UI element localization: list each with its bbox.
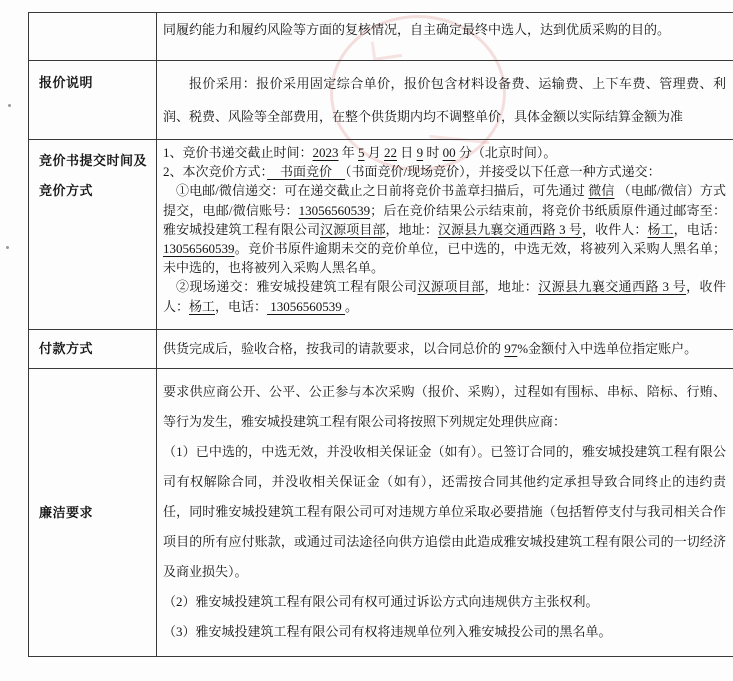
paragraph: [163, 162, 726, 181]
scan-speckle: [6, 246, 9, 249]
row-label-bid-submission: 竞价书提交时间及竞价方式: [29, 140, 157, 330]
underlined-value: 汉源项目部: [320, 221, 386, 237]
paragraph: [163, 377, 726, 437]
text-segment: 供货完成后，验收合格，按我司的请款要求，以合同总价的: [163, 341, 505, 356]
paragraph: [163, 277, 726, 315]
text-segment: 分（北京时间）。: [455, 145, 557, 160]
text-segment: ②现场递交：雅安城投建筑工程有限公司: [176, 279, 418, 295]
underlined-value: 2023: [312, 145, 339, 160]
row-label-quote-note: 报价说明: [29, 61, 157, 140]
procurement-terms-table: [28, 12, 733, 657]
paragraph: [163, 143, 726, 162]
text-segment: 年: [338, 145, 359, 160]
text-segment: 2、本次竞价方式：: [163, 164, 268, 180]
underlined-value: 13056560539: [267, 298, 346, 314]
text-segment: （3）雅安城投建筑工程有限公司有权将违规单位列入雅安城投公司的黑名单。: [163, 624, 612, 639]
row-label-payment-method: 付款方式: [29, 330, 157, 369]
text-segment: 时: [423, 145, 443, 160]
paragraph: [163, 181, 726, 277]
table-row: [29, 369, 733, 657]
text-segment: （书面竞价/现场竞价），并接受以下任意一种方式递交：: [345, 164, 661, 180]
row-content-bid-submission: [157, 140, 733, 330]
underlined-value: 9: [416, 145, 424, 160]
row-label-integrity: 廉洁要求: [29, 369, 157, 657]
text-segment: （1）已中选的，中选无效，并没收相关保证金（如有）。已签订合同的，雅安城投建筑工程有限公司有权解除合同，并没收相关保证金（如有），还需按合同其他约定承担导致合同终止的违约责任，同时雅安城投建筑工程有限公司可对违规方单位采取必要措施（包括暂停支付与我司相关合作项目的所有应付账款，或通过司法途径向供方追偿由此造成雅安城投建筑工程有限公司的一切经济及商业损失）。: [163, 444, 726, 579]
paragraph: [163, 339, 726, 359]
text-segment: 。: [345, 298, 359, 314]
text-segment: 报价采用：报价采用固定综合单价，报价包含材料设备费、运输费、上下车费、管理费、利润、税费、风险等全部费用，在整个供货期内均不调整单价，具体金额以实际结算金额为准: [163, 76, 726, 124]
table-row: [29, 13, 733, 61]
text-segment: ①电邮/微信递交：可在递交截止之日前将竞价书盖章扫描后，可先通过: [176, 183, 589, 199]
text-segment: ，收件人：: [582, 221, 648, 237]
paragraph: [163, 437, 726, 587]
text-segment: 日: [397, 145, 417, 160]
row-content-integrity: [157, 369, 733, 657]
text-segment: 同履约能力和履约风险等方面的复核情况，自主确定最终中选人，达到优质采购的目的。: [163, 22, 671, 37]
paragraph: [163, 67, 726, 133]
row-content-quote-note: [157, 61, 733, 140]
underlined-value: 00: [442, 145, 456, 160]
text-segment: %金额付入中选单位指定账户。: [517, 341, 698, 356]
text-segment: ，收件人：: [163, 279, 726, 314]
paragraph: [163, 587, 726, 617]
text-segment: ；后在竞价结果公示结束前，将竞价书纸质原件通过邮寄至：雅安城投建筑工程有限公司: [163, 202, 726, 237]
text-segment: 1、竞价书递交截止时间：: [163, 145, 313, 160]
row-content-prev-clause: [157, 13, 733, 61]
row-content-payment-method: [157, 330, 733, 369]
underlined-value: 汉源项目部: [417, 279, 485, 295]
underlined-value: 书面竞价: [267, 164, 346, 180]
text-segment: 。竞价书原件逾期未交的竞价单位，已中选的，中选无效，将被列入采购人黑名单；未中选的，也将被列入采购人黑名单。: [163, 241, 726, 276]
paragraph: [163, 617, 726, 647]
text-segment: （2）雅安城投建筑工程有限公司有权可通过诉讼方式向违规供方主张权利。: [163, 594, 599, 609]
underlined-value: 22: [384, 145, 398, 160]
underlined-value: 汉源县九襄交通西路 3 号: [437, 221, 583, 237]
table-row: [29, 330, 733, 369]
text-segment: ，地址：: [484, 279, 539, 295]
row-label-empty: [29, 13, 157, 61]
underlined-value: 5: [358, 145, 365, 160]
paragraph: [163, 19, 726, 40]
text-segment: ，电话：: [673, 221, 726, 237]
underlined-value: 13056560539: [298, 202, 371, 218]
text-segment: ，地址：: [385, 221, 438, 237]
underlined-value: 微信: [588, 183, 615, 199]
underlined-value: 汉源县九襄交通西路 3 号: [538, 279, 687, 295]
table-row: [29, 140, 733, 330]
text-segment: 月: [364, 145, 385, 160]
underlined-value: 13056560539: [163, 241, 235, 257]
scan-speckle: [8, 104, 11, 107]
underlined-value: 杨工: [647, 221, 674, 237]
text-segment: （电邮/微信）方式提交，电邮/微信账号：: [163, 183, 726, 218]
text-segment: ，电话：: [215, 298, 268, 314]
underlined-value: 杨工: [189, 298, 216, 314]
underlined-value: 97: [504, 341, 518, 356]
table-row: [29, 61, 733, 140]
text-segment: 要求供应商公开、公平、公正参与本次采购（报价、采购），过程如有围标、串标、陪标、行贿、等行为发生，雅安城投建筑工程有限公司将按照下列规定处理供应商：: [163, 384, 726, 429]
